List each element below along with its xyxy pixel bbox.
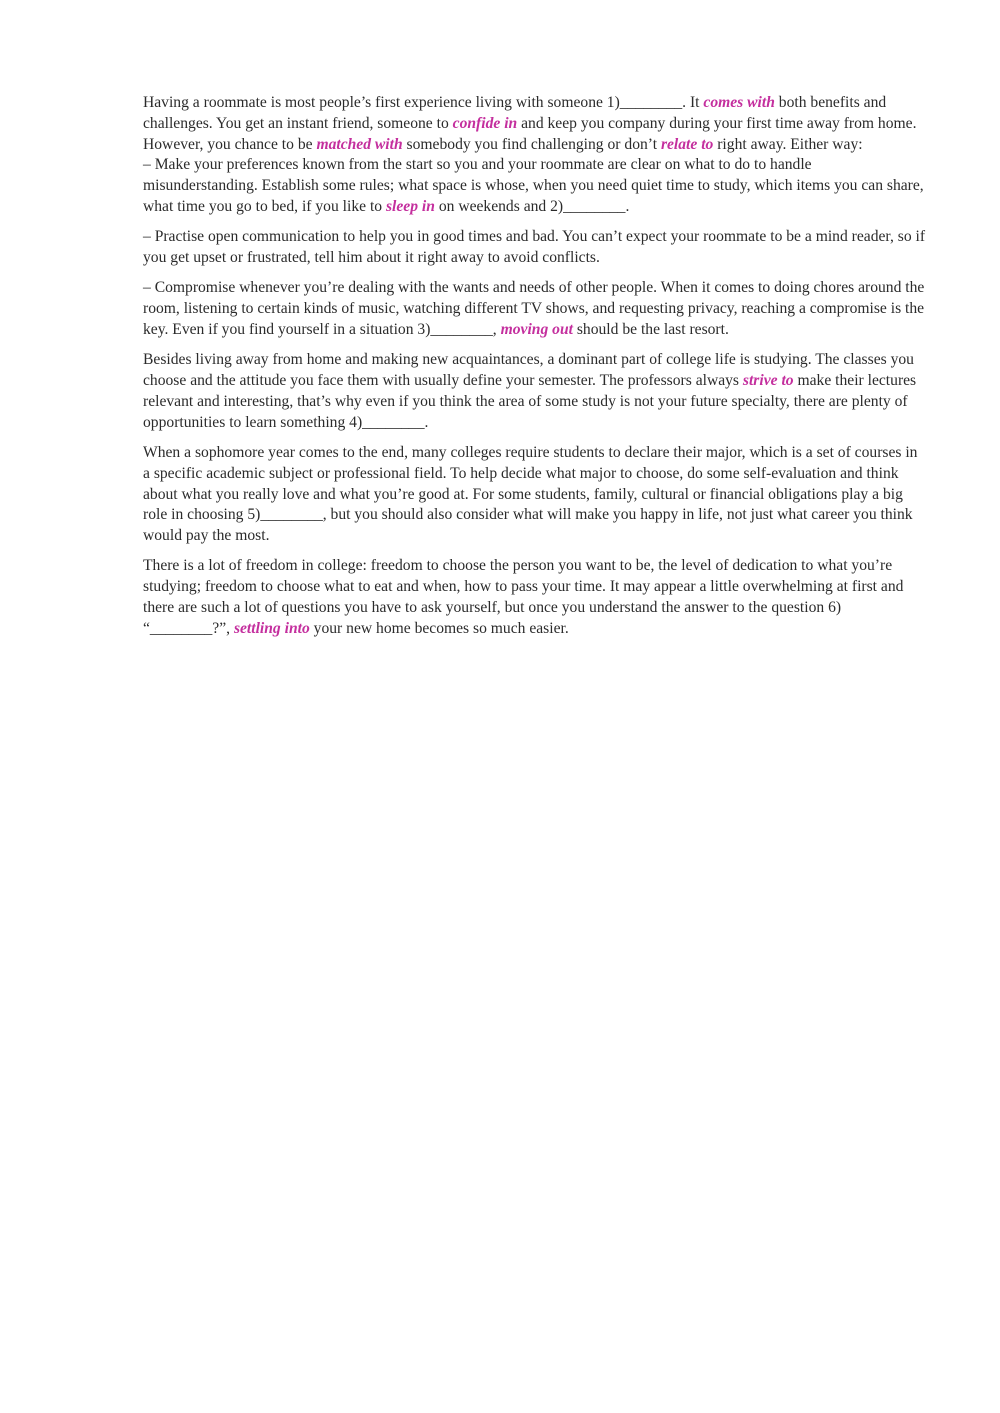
text-segment: There is a lot of freedom in college: freedom to choose the person you want to be, the level of dedication to what you’re studying; freedom to choose what to eat and when, how to pass your time. It may appear a little overwhelming at first and there are such a lot of questions you have to ask yourself, but once you understand the answer to the question 6) “________?”,: [143, 557, 904, 637]
text-segment: should be the last resort.: [572, 320, 729, 338]
paragraph-compromise: [143, 278, 928, 340]
text-segment: right away. Either way:: [713, 135, 863, 153]
document-page: [143, 93, 928, 649]
text-segment: your new home becomes so much easier.: [309, 619, 569, 637]
highlighted-phrase: sleep in: [385, 197, 435, 215]
text-segment: Besides living away from home and making new acquaintances, a dominant part of college life is studying. The classes you choose and the attitude you face them with usually define your semester. The professors always: [143, 351, 914, 390]
highlighted-phrase: confide in: [452, 114, 518, 132]
text-segment: and keep you company during your first time away from home. However, you chance to be: [143, 114, 917, 153]
highlighted-phrase: matched with: [316, 135, 403, 153]
highlighted-phrase: moving out: [500, 320, 573, 338]
text-segment: on weekends and 2)________.: [434, 197, 630, 215]
paragraph-preferences: [143, 155, 928, 217]
highlighted-phrase: strive to: [742, 372, 794, 390]
paragraph-major: [143, 443, 928, 547]
highlighted-phrase: settling into: [233, 619, 310, 637]
highlighted-phrase: comes with: [703, 94, 775, 111]
text-segment: both benefits and challenges. You get an instant friend, someone to: [143, 94, 887, 132]
text-segment: – Make your preferences known from the start so you and your roommate are clear on what to do to handle misunderstanding. Establish some rules; what space is whose, when you need quiet time to study, which items you can share, what time you go to bed, if you like to: [143, 156, 924, 215]
text-segment: – Compromise whenever you’re dealing with the wants and needs of other people. When it comes to doing chores around the room, listening to certain kinds of music, watching different TV shows, and requesting privacy, reaching a compromise is the key. Even if you find yourself in a situation 3)________,: [143, 279, 925, 338]
paragraph-communication: [143, 227, 928, 269]
paragraph-freedom: [143, 556, 928, 639]
highlighted-phrase: relate to: [660, 135, 714, 153]
text-segment: somebody you find challenging or don’t: [402, 135, 661, 153]
text-segment: Having a roommate is most people’s first experience living with someone 1)________. It: [143, 94, 704, 111]
text-segment: make their lectures relevant and interesting, that’s why even if you think the area of some study is not your future specialty, there are plenty of opportunities to learn something 4)________.: [143, 372, 917, 431]
text-segment: When a sophomore year comes to the end, many colleges require students to declare their major, which is a set of courses in a specific academic subject or professional field. To help decide what major to choose, do some self-evaluation and think about what you really love and what you’re good at. For some students, family, cultural or financial obligations play a big role in choosing 5)________, but you should also consider what will make you happy in life, not just what career you think would pay the most.: [143, 443, 918, 545]
text-segment: – Practise open communication to help you in good times and bad. You can’t expect your roommate to be a mind reader, so if you get upset or frustrated, tell him about it right away to avoid conflicts.: [143, 228, 926, 267]
paragraph-studying: [143, 350, 928, 433]
paragraph-intro: [143, 93, 928, 155]
